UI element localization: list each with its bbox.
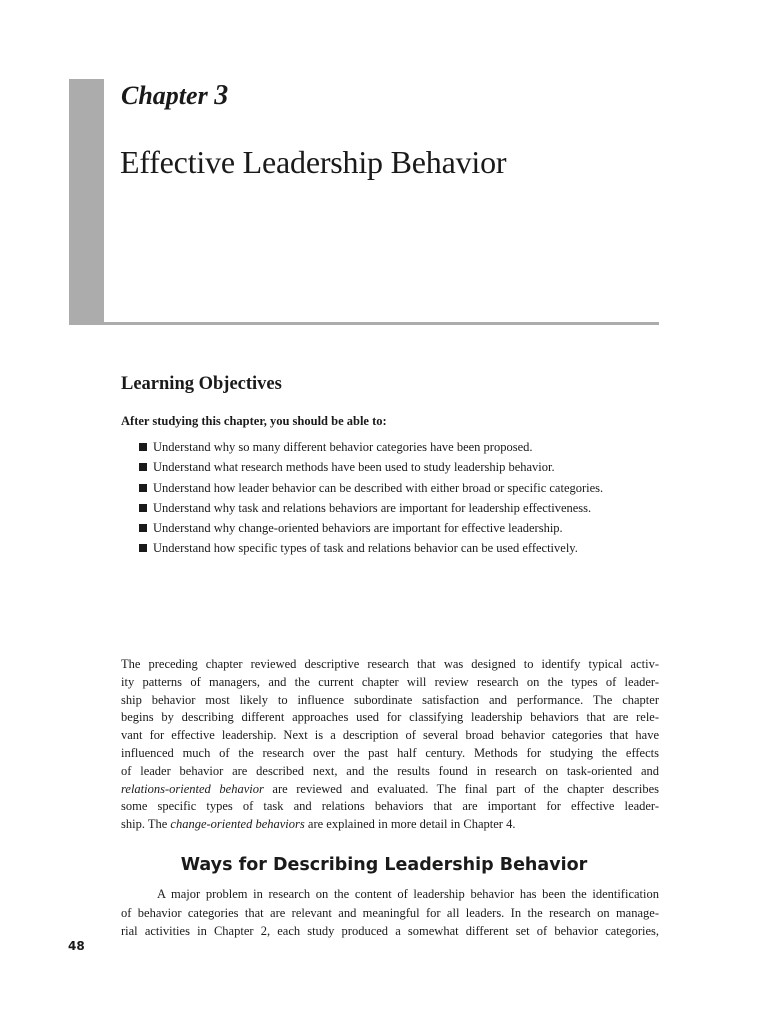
square-bullet-icon (139, 443, 147, 451)
chapter-header-rule (69, 322, 659, 325)
objective-item (139, 478, 603, 498)
paragraph-line: of leader behavior are described next, and the results found in research on task-oriented and (121, 763, 659, 778)
emphasis-change-oriented: change-oriented behaviors (170, 817, 305, 832)
paragraph-line: some specific types of task and relations behaviors that are important for effective leader- (121, 799, 659, 814)
learning-objectives-list (139, 437, 603, 559)
objective-item (139, 457, 603, 477)
objective-item (139, 538, 603, 558)
chapter-number: 3 (214, 80, 229, 111)
paragraph-line: A major problem in research on the content of leadership behavior has been the identification (157, 887, 659, 901)
paragraph-line: The preceding chapter reviewed descriptive research that was designed to identify typical activ- (121, 657, 659, 671)
square-bullet-icon (139, 524, 147, 532)
chapter-title: Effective Leadership Behavior (120, 144, 507, 180)
objective-text: Understand why so many different behavior categories have been proposed. (153, 440, 533, 454)
paragraph-line (121, 781, 659, 799)
section-paragraph (121, 885, 659, 941)
paragraph-text: ship. The (121, 817, 171, 832)
chapter-label (121, 80, 228, 112)
paragraph-line (121, 816, 659, 834)
paragraph-line: ship behavior most likely to influence subordinate satisfaction and performance. The chapter (121, 692, 659, 707)
paragraph-line: of behavior categories that are relevant and meaningful for all leaders. In the research on manage- (121, 905, 659, 920)
learning-objectives-heading: Learning Objectives (121, 374, 282, 394)
paragraph-line: vant for effective leadership. Next is a description of several broad behavior categories that have (121, 728, 659, 743)
objective-item (139, 518, 603, 538)
objective-item (139, 437, 603, 457)
objective-item (139, 498, 603, 518)
learning-objectives-intro: After studying this chapter, you should be able to: (121, 414, 387, 428)
emphasis-relations-oriented: relations-oriented behavior (121, 781, 264, 796)
paragraph-line: begins by describing different approaches used for classifying leadership behaviors that are rele- (121, 710, 659, 725)
square-bullet-icon (139, 463, 147, 471)
intro-paragraph (121, 656, 659, 834)
section-heading: Ways for Describing Leadership Behavior (180, 855, 588, 875)
paragraph-line: rial activities in Chapter 2, each study produced a somewhat different set of behavior categories, (121, 924, 659, 938)
page-number: 48 (68, 939, 85, 953)
objective-text: Understand what research methods have been used to study leadership behavior. (153, 460, 555, 475)
objective-text: Understand why task and relations behaviors are important for leadership effectiveness. (153, 500, 592, 515)
objective-text: Understand how leader behavior can be described with either broad or specific categories. (153, 480, 604, 495)
chapter-label-text: Chapter (121, 81, 208, 110)
chapter-side-bar (69, 79, 104, 325)
objective-text: Understand why change-oriented behaviors are important for effective leadership. (153, 521, 563, 536)
paragraph-line: ity patterns of managers, and the current chapter will review research on the types of leader- (121, 674, 659, 689)
square-bullet-icon (139, 484, 147, 492)
paragraph-line: influenced much of the research over the past half century. Methods for studying the effects (121, 745, 659, 760)
paragraph-text: are reviewed and evaluated. The final part of the chapter describes (263, 781, 659, 796)
objective-text: Understand how specific types of task and relations behavior can be used effectively. (153, 541, 578, 556)
paragraph-text: are explained in more detail in Chapter 4. (304, 817, 516, 832)
square-bullet-icon (139, 544, 147, 552)
square-bullet-icon (139, 504, 147, 512)
